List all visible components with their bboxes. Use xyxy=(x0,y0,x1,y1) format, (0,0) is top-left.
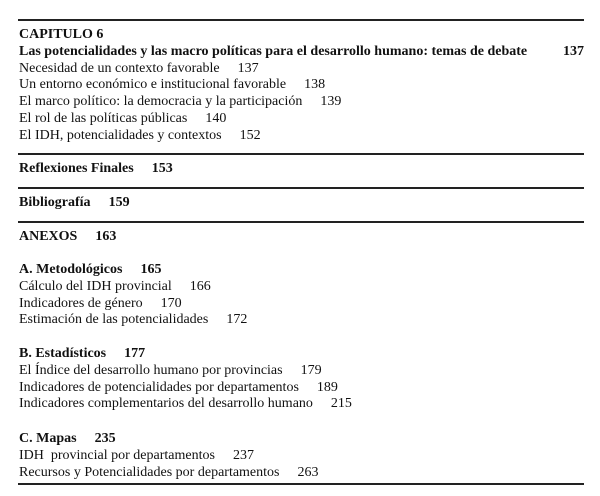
toc-entry-subsection[interactable] xyxy=(19,346,584,363)
toc-entry[interactable] xyxy=(19,363,584,380)
toc-entry-subsection[interactable] xyxy=(19,431,584,448)
entry-label: Cálculo del IDH provincial xyxy=(19,278,172,294)
entry-label: El Índice del desarrollo humano por provincias xyxy=(19,362,283,378)
toc-entry[interactable] xyxy=(19,396,584,413)
toc-entry[interactable] xyxy=(19,94,584,111)
entry-label: C. Mapas xyxy=(19,431,77,446)
entry-page: 159 xyxy=(108,195,130,210)
entry-page: 215 xyxy=(330,396,352,412)
toc-entry-reflexiones[interactable] xyxy=(19,161,584,178)
toc-entry[interactable] xyxy=(19,465,584,482)
toc-entry[interactable] xyxy=(19,111,584,128)
chapter-6-section xyxy=(19,27,584,145)
entry-page: 170 xyxy=(160,295,182,311)
toc-entry[interactable] xyxy=(19,312,584,329)
entry-page: 137 xyxy=(237,60,259,76)
entry-page: 235 xyxy=(94,431,116,446)
entry-page: 152 xyxy=(239,127,261,143)
entry-label: Reflexiones Finales xyxy=(19,161,134,176)
divider xyxy=(18,153,584,155)
divider xyxy=(18,187,584,189)
entry-page: 139 xyxy=(320,94,342,110)
divider xyxy=(18,19,584,21)
entry-label: Necesidad de un contexto favorable xyxy=(19,60,220,76)
entry-page: 263 xyxy=(297,464,319,480)
entry-label: El marco político: la democracia y la participación xyxy=(19,94,303,110)
anexos-mapas xyxy=(19,431,584,481)
toc-entry-chapter-title[interactable] xyxy=(19,44,584,61)
entry-label: Indicadores complementarios del desarrollo humano xyxy=(19,396,313,412)
toc-entry[interactable] xyxy=(19,380,584,397)
entry-page: 177 xyxy=(124,346,146,361)
entry-label: El IDH, potencialidades y contextos xyxy=(19,127,222,143)
entry-label: A. Metodológicos xyxy=(19,262,123,277)
entry-label: Bibliografía xyxy=(19,195,91,210)
divider xyxy=(18,483,584,485)
entry-label: ANEXOS xyxy=(19,229,78,244)
entry-page: 153 xyxy=(151,161,173,176)
toc-entry-subsection[interactable] xyxy=(19,262,584,279)
entry-page: 166 xyxy=(189,278,211,294)
toc-entry[interactable] xyxy=(19,77,584,94)
toc-entry[interactable] xyxy=(19,296,584,313)
entry-page: 165 xyxy=(140,262,162,277)
toc-entry[interactable] xyxy=(19,279,584,296)
entry-label: Indicadores de género xyxy=(19,295,143,311)
chapter-heading: CAPITULO 6 xyxy=(19,27,104,42)
entry-page: 140 xyxy=(205,110,227,126)
toc-entry-anexos[interactable] xyxy=(19,229,584,246)
entry-label: Recursos y Potencialidades por departamentos xyxy=(19,464,280,480)
entry-page: 189 xyxy=(316,379,338,395)
entry-page: 137 xyxy=(563,43,584,59)
toc-entry[interactable] xyxy=(19,448,584,465)
entry-page: 138 xyxy=(304,77,326,93)
entry-label: Un entorno económico e institucional favorable xyxy=(19,77,287,93)
toc-entry[interactable] xyxy=(19,128,584,145)
entry-label: Estimación de las potencialidades xyxy=(19,312,209,328)
entry-label: El rol de las políticas públicas xyxy=(19,110,188,126)
toc-entry-bibliografia[interactable] xyxy=(19,195,584,212)
entry-label: B. Estadísticos xyxy=(19,346,107,361)
entry-label: IDH provincial por departamentos xyxy=(19,447,215,463)
entry-page: 237 xyxy=(232,447,254,463)
entry-page: 179 xyxy=(300,362,322,378)
entry-page: 163 xyxy=(95,229,117,244)
toc-entry[interactable] xyxy=(19,61,584,78)
divider xyxy=(18,221,584,223)
entry-label: Indicadores de potencialidades por departamentos xyxy=(19,379,299,395)
entry-label: Las potencialidades y las macro políticas para el desarrollo humano: temas de debate xyxy=(19,43,528,59)
anexos-estadisticos xyxy=(19,346,584,413)
entry-page: 172 xyxy=(226,312,248,328)
anexos-metodologicos xyxy=(19,262,584,329)
